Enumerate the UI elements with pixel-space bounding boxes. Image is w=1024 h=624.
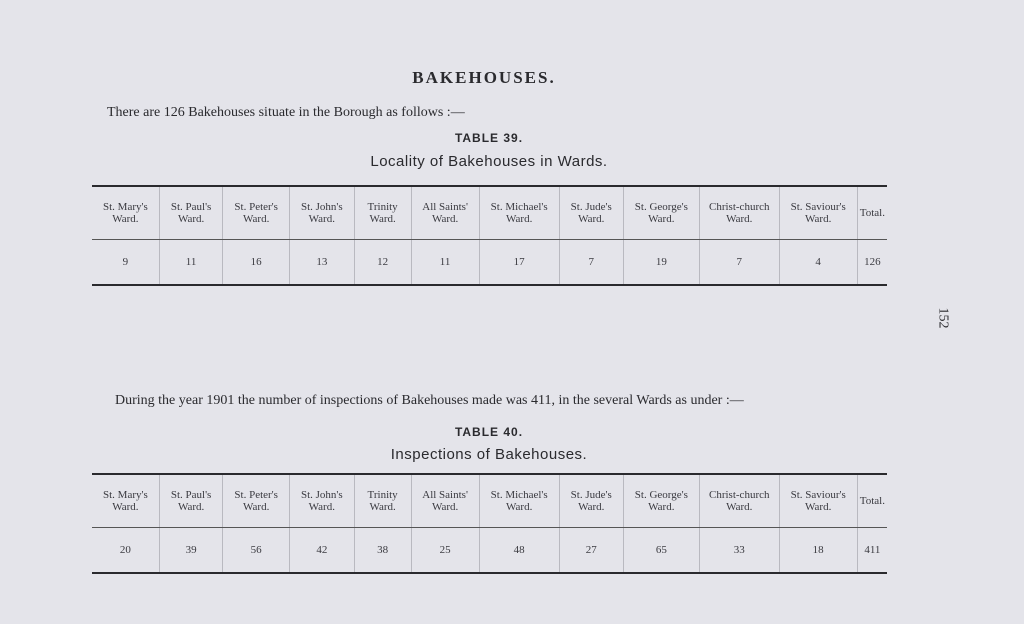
header-all-saints: All Saints' Ward.: [411, 474, 479, 528]
cell-st-georges: 19: [623, 240, 699, 286]
header-st-saviours: St. Saviour's Ward.: [779, 186, 857, 240]
cell-st-saviours: 4: [779, 240, 857, 286]
cell-trinity: 38: [354, 528, 411, 574]
header-st-michaels: St. Michael's Ward.: [479, 186, 559, 240]
table-40: [92, 473, 887, 574]
page-number: 152: [935, 307, 951, 329]
header-st-saviours: St. Saviour's Ward.: [779, 474, 857, 528]
header-st-georges: St. George's Ward.: [623, 474, 699, 528]
table-39-title: Locality of Bakehouses in Wards.: [370, 153, 608, 170]
header-st-pauls: St. Paul's Ward.: [159, 474, 223, 528]
table-header-row: [92, 474, 887, 528]
cell-st-johns: 13: [289, 240, 354, 286]
cell-st-michaels: 48: [479, 528, 559, 574]
header-st-johns: St. John's Ward.: [289, 474, 354, 528]
cell-st-judes: 7: [559, 240, 623, 286]
header-total: Total.: [857, 186, 887, 240]
cell-st-peters: 56: [223, 528, 290, 574]
header-christchurch: Christ-church Ward.: [699, 474, 779, 528]
table-40-label: TABLE 40.: [454, 425, 524, 439]
header-trinity: Trinity Ward.: [354, 186, 411, 240]
cell-st-pauls: 39: [159, 528, 223, 574]
cell-total: 411: [857, 528, 887, 574]
cell-st-georges: 65: [623, 528, 699, 574]
cell-st-marys: 9: [122, 256, 129, 268]
intro-paragraph-1: There are 126 Bakehouses situate in the Borough as follows :—: [107, 105, 465, 120]
cell-st-saviours: 18: [779, 528, 857, 574]
cell-all-saints: 25: [411, 528, 479, 574]
header-st-marys: St. Mary's Ward.: [92, 186, 159, 240]
header-total: Total.: [857, 474, 887, 528]
header-trinity: Trinity Ward.: [354, 474, 411, 528]
header-st-judes: St. Jude's Ward.: [559, 186, 623, 240]
header-christchurch: Christ-church Ward.: [699, 186, 779, 240]
table-row: [92, 528, 887, 574]
header-st-pauls: St. Paul's Ward.: [159, 186, 223, 240]
header-st-judes: St. Jude's Ward.: [559, 474, 623, 528]
cell-st-pauls: 11: [159, 240, 223, 286]
table-39: [92, 185, 887, 286]
header-st-johns: St. John's Ward.: [289, 186, 354, 240]
cell-st-marys: 20: [119, 544, 131, 556]
cell-christchurch: 33: [699, 528, 779, 574]
table-40-title: Inspections of Bakehouses.: [390, 446, 588, 463]
page-heading: BAKEHOUSES.: [412, 68, 556, 87]
header-all-saints: All Saints' Ward.: [411, 186, 479, 240]
intro-paragraph-2: During the year 1901 the number of inspections of Bakehouses made was 411, in the several Wards as under :—: [115, 393, 744, 408]
header-st-michaels: St. Michael's Ward.: [479, 474, 559, 528]
cell-trinity: 12: [354, 240, 411, 286]
cell-all-saints: 11: [411, 240, 479, 286]
header-st-marys: St. Mary's Ward.: [92, 474, 159, 528]
cell-christchurch: 7: [699, 240, 779, 286]
table-39-label: TABLE 39.: [454, 131, 524, 145]
header-st-peters: St. Peter's Ward.: [223, 186, 290, 240]
table-row: [92, 240, 887, 286]
cell-st-michaels: 17: [479, 240, 559, 286]
table-header-row: [92, 186, 887, 240]
header-st-peters: St. Peter's Ward.: [223, 474, 290, 528]
cell-st-peters: 16: [223, 240, 290, 286]
cell-st-johns: 42: [289, 528, 354, 574]
cell-total: 126: [857, 240, 887, 286]
cell-st-judes: 27: [559, 528, 623, 574]
header-st-georges: St. George's Ward.: [623, 186, 699, 240]
